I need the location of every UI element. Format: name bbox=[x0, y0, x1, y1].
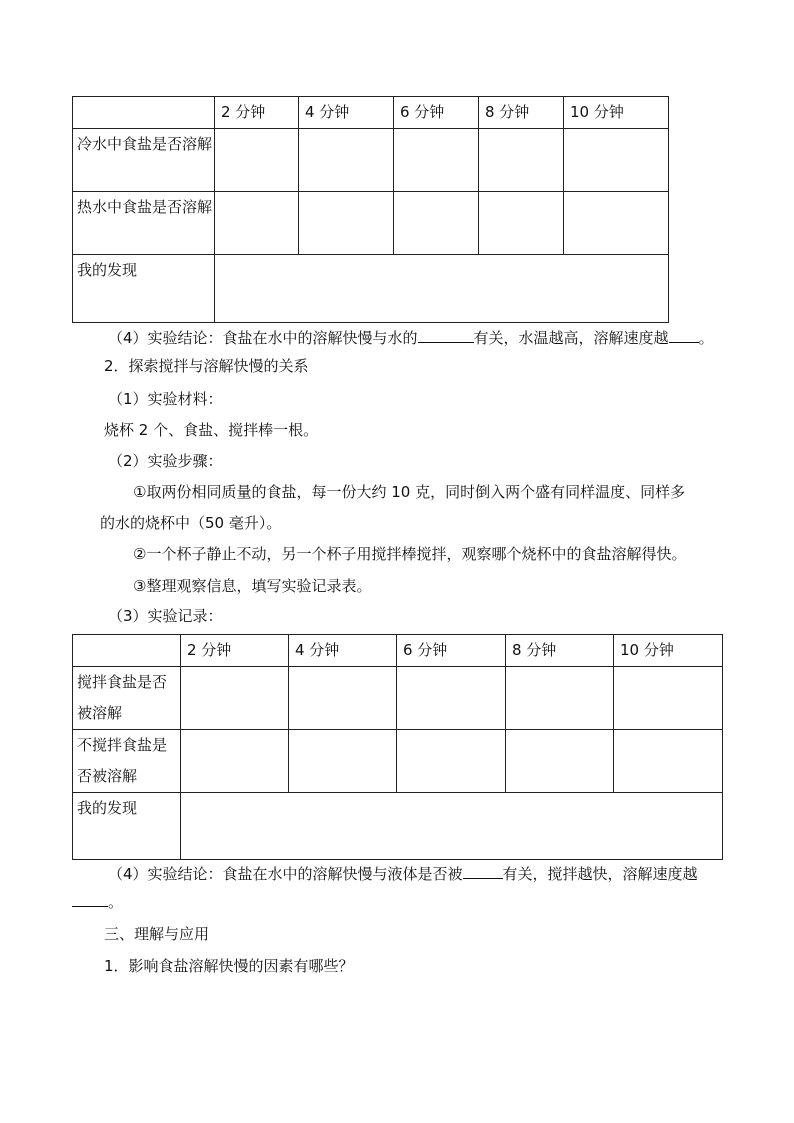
table-header-row bbox=[73, 97, 669, 129]
table-header-cell: 2 分钟 bbox=[215, 97, 299, 129]
table-header-cell: 10 分钟 bbox=[614, 635, 723, 667]
finding-answer-cell[interactable] bbox=[215, 255, 669, 323]
table-header-cell: 6 分钟 bbox=[397, 635, 506, 667]
conclusion-text: 。 bbox=[108, 893, 124, 911]
conclusion-text: 有关，搅拌越快，溶解速度越 bbox=[502, 865, 698, 883]
conclusion-1 bbox=[108, 326, 714, 348]
answer-cell[interactable] bbox=[614, 667, 723, 730]
row-label: 热水中食盐是否溶解 bbox=[73, 192, 215, 255]
finding-label: 我的发现 bbox=[73, 255, 215, 323]
step-1-line-1: ①取两份相同质量的食盐，每一份大约 10 克，同时倒入两个盛有同样温度、同样多 bbox=[133, 483, 686, 501]
row-label: 搅拌食盐是否被溶解 bbox=[73, 667, 181, 730]
conclusion-text: 有关，水温越高，溶解速度越 bbox=[473, 329, 669, 347]
step-3: ③整理观察信息，填写实验记录表。 bbox=[133, 577, 372, 595]
conclusion-text: 。 bbox=[698, 329, 714, 347]
fill-blank[interactable] bbox=[669, 326, 699, 343]
table-header-cell: 6 分钟 bbox=[394, 97, 479, 129]
step-2: ②一个杯子静止不动，另一个杯子用搅拌棒搅拌，观察哪个烧杯中的食盐溶解得快。 bbox=[133, 545, 687, 563]
fill-blank[interactable] bbox=[463, 862, 503, 879]
answer-cell[interactable] bbox=[299, 192, 394, 255]
answer-cell[interactable] bbox=[181, 667, 289, 730]
answer-cell[interactable] bbox=[479, 192, 564, 255]
table-row bbox=[73, 192, 669, 255]
finding-row bbox=[73, 255, 669, 323]
record-table-water-temperature bbox=[72, 96, 669, 323]
table-header-cell: 8 分钟 bbox=[506, 635, 614, 667]
table-header-cell: 10 分钟 bbox=[564, 97, 669, 129]
table-header-cell bbox=[73, 635, 181, 667]
answer-cell[interactable] bbox=[215, 192, 299, 255]
answer-cell[interactable] bbox=[289, 667, 397, 730]
answer-cell[interactable] bbox=[614, 730, 723, 793]
question-1: 1．影响食盐溶解快慢的因素有哪些？ bbox=[104, 957, 354, 975]
table-header-cell bbox=[73, 97, 215, 129]
answer-cell[interactable] bbox=[479, 129, 564, 192]
table-header-row bbox=[73, 635, 723, 667]
conclusion-text: （4）实验结论：食盐在水中的溶解快慢与液体是否被 bbox=[108, 865, 463, 883]
answer-cell[interactable] bbox=[181, 730, 289, 793]
fill-blank[interactable] bbox=[72, 890, 108, 907]
finding-label: 我的发现 bbox=[73, 793, 181, 860]
answer-cell[interactable] bbox=[299, 129, 394, 192]
table-row bbox=[73, 730, 723, 793]
section-2-title: 2．探索搅拌与溶解快慢的关系 bbox=[104, 357, 309, 375]
table-header-cell: 8 分钟 bbox=[479, 97, 564, 129]
answer-cell[interactable] bbox=[289, 730, 397, 793]
table-header-cell: 4 分钟 bbox=[299, 97, 394, 129]
record-heading: （3）实验记录： bbox=[108, 607, 223, 625]
table-header-cell: 2 分钟 bbox=[181, 635, 289, 667]
record-table-stirring bbox=[72, 634, 723, 860]
answer-cell[interactable] bbox=[397, 730, 506, 793]
materials-text: 烧杯 2 个、食盐、搅拌棒一根。 bbox=[104, 421, 319, 439]
fill-blank[interactable] bbox=[418, 326, 474, 343]
answer-cell[interactable] bbox=[564, 129, 669, 192]
section-3-title: 三、理解与应用 bbox=[104, 925, 210, 943]
answer-cell[interactable] bbox=[397, 667, 506, 730]
conclusion-2-line-2 bbox=[72, 890, 123, 912]
finding-answer-cell[interactable] bbox=[181, 793, 723, 860]
answer-cell[interactable] bbox=[215, 129, 299, 192]
row-label: 冷水中食盐是否溶解 bbox=[73, 129, 215, 192]
step-1-line-2: 的水的烧杯中（50 毫升）。 bbox=[100, 514, 282, 532]
conclusion-2-line-1 bbox=[108, 862, 698, 884]
answer-cell[interactable] bbox=[564, 192, 669, 255]
answer-cell[interactable] bbox=[506, 730, 614, 793]
table-header-cell: 4 分钟 bbox=[289, 635, 397, 667]
materials-heading: （1）实验材料： bbox=[108, 390, 223, 408]
steps-heading: （2）实验步骤： bbox=[108, 452, 223, 470]
table-row bbox=[73, 667, 723, 730]
finding-row bbox=[73, 793, 723, 860]
table-row bbox=[73, 129, 669, 192]
row-label: 不搅拌食盐是否被溶解 bbox=[73, 730, 181, 793]
answer-cell[interactable] bbox=[394, 129, 479, 192]
conclusion-text: （4）实验结论：食盐在水中的溶解快慢与水的 bbox=[108, 329, 418, 347]
answer-cell[interactable] bbox=[394, 192, 479, 255]
answer-cell[interactable] bbox=[506, 667, 614, 730]
